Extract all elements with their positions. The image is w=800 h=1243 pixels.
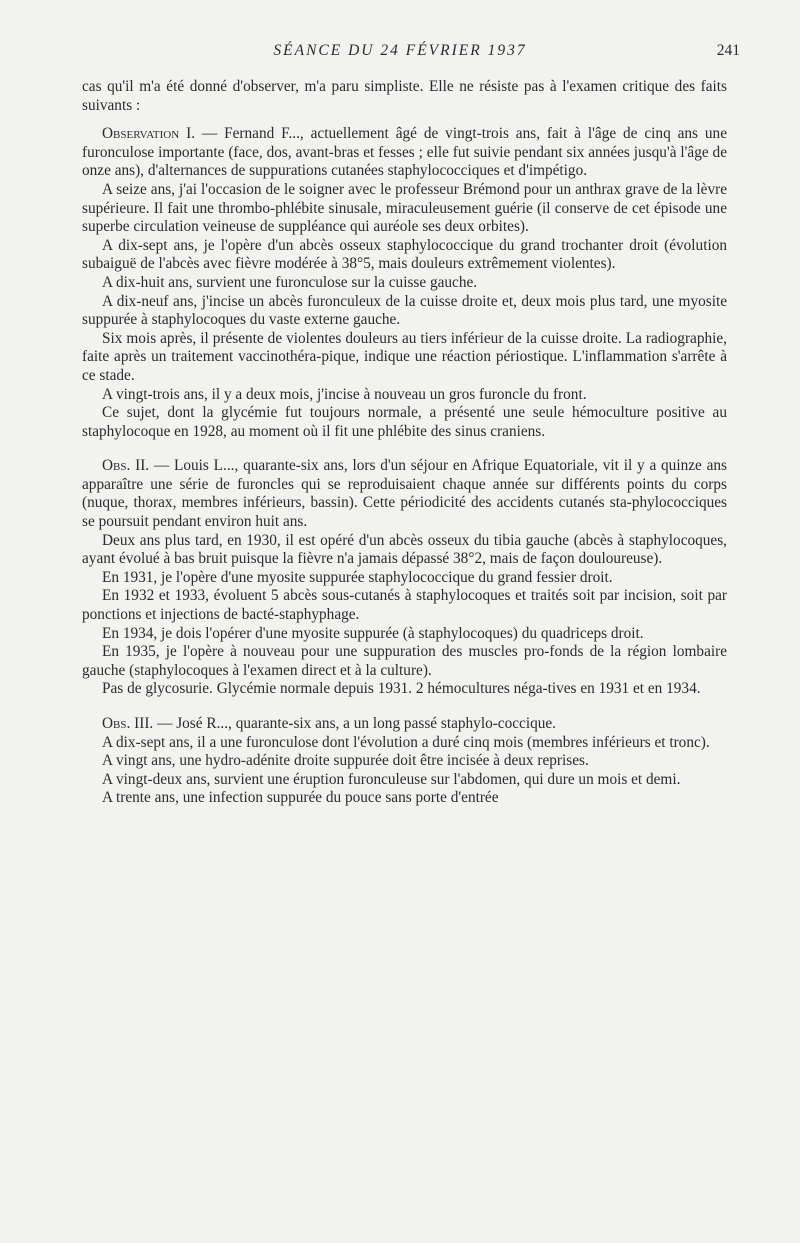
paragraph-text: A dix-huit ans, survient une furoncul​ose sur la cuisse gauche. [102,273,478,291]
paragraph [82,330,727,386]
paragraph [82,680,727,699]
paragraph [82,587,727,624]
paragraph [82,569,727,588]
paragraph-text: Six mois après, il présente de violentes douleurs au tiers inférieur de la cuisse droite. La radiographie, faite après un traitement vaccinothéra-pique, indique une réaction périostique. L'inflammation s'arrête à ce stade. [82,329,727,384]
running-title: SÉANCE DU 24 FÉVRIER 1937 [273,42,527,59]
paragraph-text: — Fernand F..., actuellement âgé de vingt-trois ans, fait à l'âge de cinq ans une furonculose importante (face, dos, avant-bras et fesses ; elle fut suivie pendant six années jusqu'à l'âge de onze ans), d'alternances de suppurations cutanées staphylococciques et d'impétigo. [82,125,727,180]
paragraph-text: En 1931, je l'opère d'une myosite suppurée staphylococcique du grand fessier droit. [102,568,613,586]
paragraph [82,181,727,237]
paragraph-text: A dix-sept ans, je l'opère d'un abcès osseux staphylococcique du grand trochanter droit (évolution subaiguë de l'abcès avec fièvre modérée à 38°5, mais douleurs extrêmement violentes). [82,236,727,273]
paragraph [82,789,727,808]
paragraph-text: A seize ans, j'ai l'occasion de le soigner avec le professeur Brémond pour un anthrax grave de la lèvre supérieure. Il fait une thrombo-phlébite sinusale, miraculeusement guérie (il conserve de cet épisode une superbe circulation veineuse de suppléance qui auréole ses deux orbites). [82,180,727,236]
paragraph-intro [82,78,727,115]
body-text [82,78,727,808]
paragraph-text: A dix-sept ans, il a une furonculose dont l'évolution a duré cinq mois (membres inférieurs et tronc). [102,733,710,751]
observation-1-heading [82,125,727,181]
paragraph-text: Deux ans plus tard, en 1930, il est opéré d'un abcès osseux du tibia gauche (abcès à staphylocoques, ayant évolué à bas bruit puisque la fièvre n'a jamais dépassé 38°2, mais de façon douloureuse). [82,531,727,568]
paragraph [82,643,727,680]
paragraph-text: En 1934, je dois l'opérer d'une myosite suppurée (à staphylocoques) du quadriceps droit. [102,624,644,642]
paragraph [82,237,727,274]
observation-label: Obs. II. [102,457,150,475]
page-header [60,40,740,64]
page-number: 241 [716,42,740,59]
paragraph-text: A trente ans, une infection suppurée du pouce sans porte d'entrée [102,789,499,807]
paragraph [82,752,727,771]
paragraph [82,404,727,441]
paragraph-text: A vingt-trois ans, il y a deux mois, j'incise à nouveau un gros furoncle du front. [102,385,587,403]
paragraph-text: En 1935, je l'opère à nouveau pour une suppuration des muscles pro-fonds de la région lombaire gauche (staphylocoques à l'examen direct et à la culture). [82,643,727,679]
observation-label: Obs. III. [102,715,154,732]
observation-label: Observation I. [102,125,196,143]
paragraph-text: A dix-neuf ans, j'incise un abcès furonculeux de la cuisse droite et, deux mois plus tard, une myosite suppurée à staphylocoques du vaste externe gauche. [82,292,727,329]
paragraph [82,532,727,569]
paragraph [82,386,727,405]
paragraph-text: A vingt-deux ans, survient une éruption furonculeuse sur l'abdomen, qui dure un mois et demi. [102,770,681,788]
paragraph-text: En 1932 et 1933, évoluent 5 abcès sous-cutanés à staphylocoques et traités soit par incision, soit par ponctions et injections de bacté-staphyphage. [82,587,727,624]
paragraph [82,274,727,293]
paragraph [82,293,727,330]
paragraph [82,734,727,753]
paragraph [82,625,727,644]
paragraph-text: cas qu'il m'a été donné d'observer, m'a paru simpliste. Elle ne résiste pas à l'examen critique des faits suivants : [82,78,727,114]
paragraph-text: — José R..., quarante-six ans, a un long passé staphylo-coccique. [153,715,556,732]
paragraph-text: — Louis L..., quarante-six ans, lors d'un séjour en Afrique Equatoriale, vit il y a quinze ans apparaître une série de furoncles qui se reproduisaient chaque année sur différents points du corps (nuque, thorax, membres inférieurs, bassin). Cette périodicité des accidents cutanés sta-phylococciques se poursuit pendant environ huit ans. [82,457,727,531]
paragraph-text: Pas de glycosurie. Glycémie normale depuis 1931. 2 hémocultures néga-tives en 1931 et en 1934. [102,680,701,698]
observation-3-heading [82,715,727,734]
paragraph [82,771,727,790]
paragraph-text: A vingt ans, une hydro-adénite droite suppurée doit être incisée à deux reprises. [102,752,589,770]
paragraph-text: Ce sujet, dont la glycémie fut toujours normale, a présenté une seule hémoculture positive au staphylocoque en 1928, au moment où il fit une phlébite des sinus craniens. [82,404,727,440]
observation-2-heading [82,457,727,531]
